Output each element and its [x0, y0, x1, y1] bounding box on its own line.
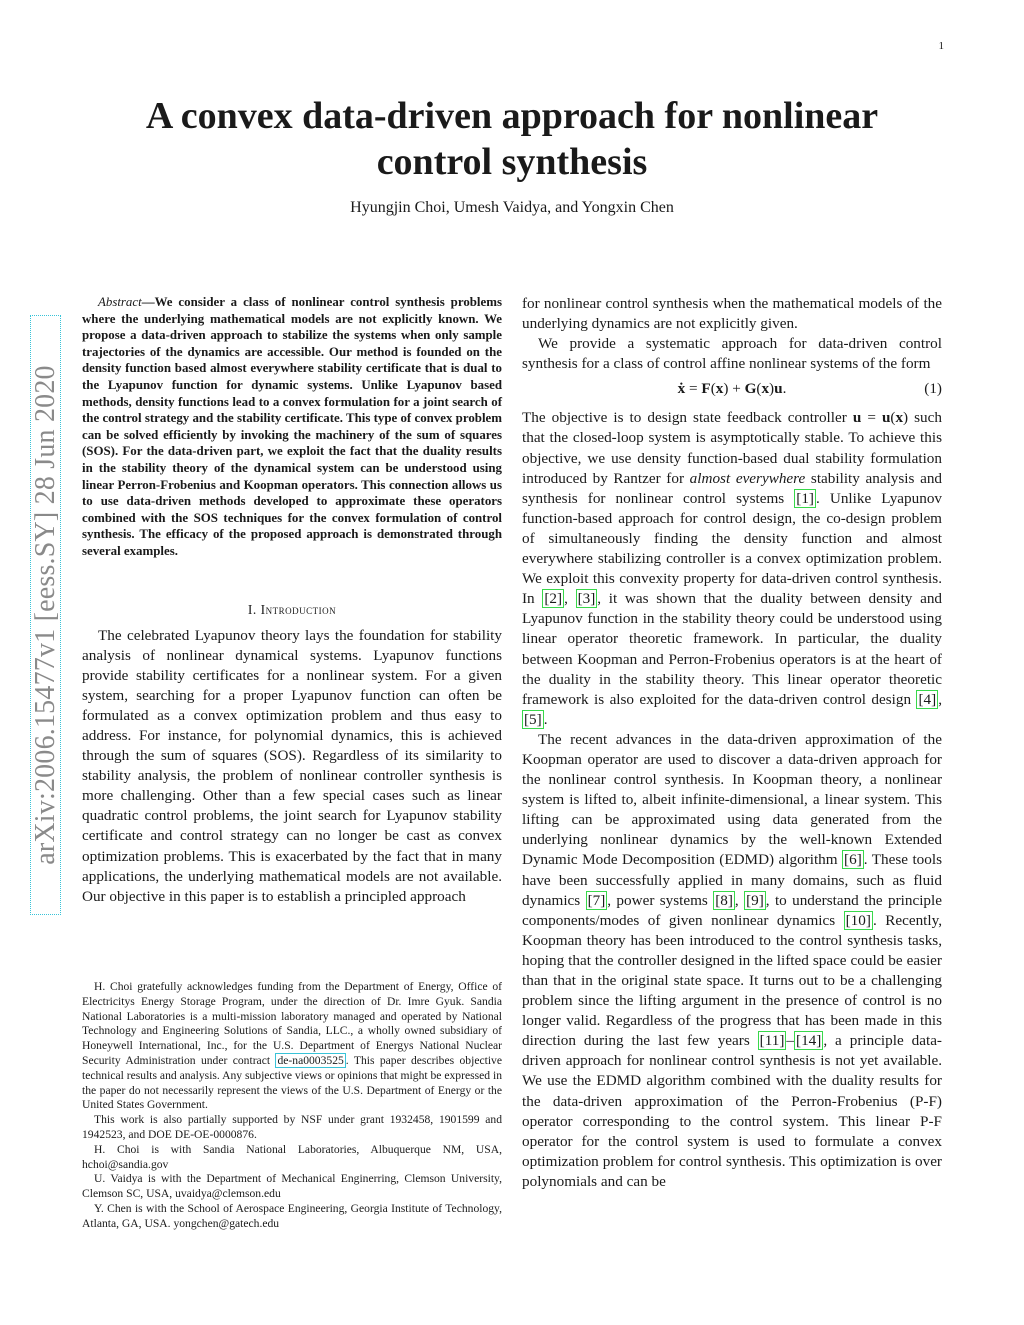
equation-math: ẋ = F(x) + G(x)u. — [677, 380, 787, 398]
p3-text-f: , a principle data-driven approach for nonlinear control synthesis is not yet available. We use the EDMD algorithm combined with the duality results for the data-driven approximation of the Perron-Frobenius (P-F) operator corresponding to the control system. This linear P-F operator for the control system is used to formulate a convex optimization problem for control synthesis. This optimization is over polynomials and can be — [522, 1032, 942, 1190]
citation-3[interactable]: [3] — [577, 590, 596, 608]
p3-text-d: , to understand the principle components/modes of given nonlinear dynamics — [522, 891, 942, 929]
p2-text-a: The objective is to design state feedback controller — [522, 409, 853, 427]
footnote-funding — [82, 980, 502, 1113]
paper-title — [0, 93, 1024, 185]
footnote-funding-text-a: H. Choi gratefully acknowledges funding from the Department of Energy, Office of Electricitys Energy Storage Program, under the direction of Dr. Imre Gyuk. Sandia National Laboratories is a multi-mission laboratory managed and operated by National Technology and Engineering Solutions of Sandia, LLC., a wholly owned subsidiary of Honeywell International, Inc., for the U.S. Department of Energys National Nuclear Security Administration under contract — [82, 980, 502, 1067]
footnote-vaidya: U. Vaidya is with the Department of Mechanical Enginerring, Clemson University, Clemson SC, USA, uvaidya@clemson.edu — [82, 1172, 502, 1201]
section-title: Introduction — [260, 601, 337, 617]
footnote-funding-text-b: . This paper describes objective technical results and analysis. Any subjective views or opinions that might be expressed in the paper do not necessarily represent the views of the U.S. Department of Energy or the United States Government. — [82, 1053, 502, 1112]
abstract — [82, 294, 502, 560]
citation-7[interactable]: [7] — [587, 891, 606, 909]
controller-symbol: u — [852, 409, 862, 427]
p2-emphasis: almost everywhere — [689, 469, 806, 487]
footnote-chen: Y. Chen is with the School of Aerospace Engineering, Georgia Institute of Technology, Atlanta, GA, USA. yongchen@gatech.edu — [82, 1201, 502, 1230]
equation-number: (1) — [924, 380, 942, 398]
p2-text-b: such that the closed-loop system is asymptotically stable. To achieve this objective, we use density function-based dual stability formulation introduced by Rantzer for — [522, 409, 942, 487]
footnotes — [82, 980, 502, 1232]
footnote-choi: H. Choi is with Sandia National Laboratories, Albuquerque NM, USA, hchoi@sandia.gov — [82, 1142, 502, 1171]
p2-text-c: stability analysis and synthesis for nonlinear control systems — [522, 469, 943, 507]
footnote-nsf: This work is also partially supported by NSF under grant 1932458, 1901599 and 1942523, and DOE DE-OE-0000876. — [82, 1113, 502, 1141]
contract-link[interactable]: de-na0003525 — [277, 1053, 344, 1067]
citation-4[interactable]: [4] — [918, 690, 937, 708]
abstract-text: —We consider a class of nonlinear control synthesis problems where the underlying mathematical models are not explicitly known. We propose a data-driven approach to stabilize the systems when only sample trajectories of the dynamics are accessible. Our method is founded on the density function based almost everywhere stability certificate that is dual to the Lyapunov function for dynamic systems. Unlike Lyapunov based methods, density functions lead to a convex formulation for a joint search of the control strategy and the stability certificate. This type of convex problem can be solved efficiently by invoking the machinery of the sum of squares (SOS). For the data-driven part, we exploit the fact that the duality results in the stability theory of the dynamical system can be understood using linear Perron-Frobenius and Koopman operators. This connection allows us to use data-driven methods developed to approximate these operators combined with the SOS techniques for the convex formulation of control synthesis. The efficacy of the proposed approach is demonstrated through several examples. — [82, 295, 502, 558]
right-column — [522, 294, 942, 1192]
p2-text-d: . Unlike Lyapunov function-based approach for control design, the co-design problem of simultaneously finding the density function and almost everywhere stabilizing controller is a convex optimization problem. We exploit this convexity property for data-driven control synthesis. In — [522, 489, 943, 608]
citation-14[interactable]: [14] — [796, 1032, 822, 1050]
citation-1[interactable]: [1] — [796, 489, 814, 507]
citation-8[interactable]: [8] — [715, 891, 733, 909]
equation-1 — [522, 376, 942, 402]
citation-6[interactable]: [6] — [844, 851, 862, 869]
right-paragraph-3: The recent advances in the data-driven approximation of the Koopman operator are used to discover a data-driven approach for the nonlinear control synthesis. In Koopman theory, a nonlinear system is lifted to, albeit infinite-dimensional, a linear system. This lifting can be approximated using data generated from the underlying nonlinear dynamics by the well-known Extended Dynamic Mode Decomposition (EDMD) algorithm [6] . These tools have been successfully applied in many domains, such as fluid dynamics [7] , power systems [8] , [9] , to understand the principle components/modes of given nonlinear dynamics [10] . Recently, Koopman theory has been introduced to the control synthesis tasks, hoping that the controller designed in the lifted space could be easier than that in the original state space. It turns out to be a challenging problem since the lifting argument in the presence of control is no longer valid. Regardless of the progress that has been made in this direction during the last few years [11] – [14] , a principle data-driven approach for nonlinear control synthesis is not yet available. We use the EDMD algorithm combined with the duality results for the data-driven approximation of the Perron-Frobenius (P-F) operator corresponding to the control system. This linear P-F operator for the control system is used to formulate a convex optimization problem for control synthesis. This optimization is over polynomials and can be — [522, 730, 943, 1190]
p3-text-b: . These tools have been successfully applied in many domains, such as fluid dynamics — [522, 851, 942, 909]
p2-text-e: , it was shown that the duality between density and Lyapunov function in the stability theory could be understood using linear operator theoretic framework. In particular, the duality between Koopman and Perron-Frobenius operators is at the heart of the duality in the stability theory. This linear operator theoretic framework is also exploited for the data-driven control design — [522, 590, 943, 708]
left-column — [82, 294, 502, 907]
p3-text-e: . Recently, Koopman theory has been introduced to the control synthesis tasks, hoping that the controller designed in the lifted space could be easier than that in the original state space. It turns out to be a challenging problem since the lifting argument in the presence of control is no longer valid. Regardless of the progress that has been made in this direction during the last few years — [522, 911, 943, 1050]
section-number: I. — [247, 601, 257, 617]
citation-11[interactable]: [11] — [759, 1032, 785, 1050]
abstract-label: Abstract — [98, 295, 142, 309]
citation-9[interactable]: [9] — [746, 891, 764, 909]
section-heading — [82, 602, 502, 618]
author-list: Hyungjin Choi, Umesh Vaidya, and Yongxin Chen — [350, 199, 674, 216]
right-paragraph-2: The objective is to design state feedback controller u = u(x) such that the closed-loop system is asymptotically stable. To achieve this objective, we use density function-based dual stability formulation introduced by Rantzer for almost everywhere stability analysis and synthesis for nonlinear control systems [1] . Unlike Lyapunov function-based approach for control design, the co-design problem of simultaneously finding the density function and almost everywhere stabilizing controller is a convex optimization problem. We exploit this convexity property for data-driven control synthesis. In [2] , [3] , it was shown that the duality between density and Lyapunov function in the stability theory could be understood using linear operator theoretic framework. In particular, the duality between Koopman and Perron-Frobenius operators is at the heart of the duality in the stability theory. This linear operator theoretic framework is also exploited for the data-driven control design [4] , [5] . — [522, 409, 943, 728]
title-line-2: control synthesis — [376, 141, 648, 183]
p3-text-a: The recent advances in the data-driven approximation of the Koopman operator are used to discover a data-driven approach for the nonlinear control synthesis. In Koopman theory, a nonlinear system is lifted to, albeit infinite-dimensional, a linear system. This lifting can be approximated using data generated from the underlying nonlinear dynamics by the well-known Extended Dynamic Mode Decomposition (EDMD) algorithm — [522, 730, 942, 869]
right-paragraph-0: for nonlinear control synthesis when the mathematical models of the underlying dynamics are not explicitly given. — [522, 295, 942, 333]
p3-text-c: , power systems — [607, 891, 714, 909]
citation-10[interactable]: [10] — [845, 911, 871, 929]
citation-2[interactable]: [2] — [544, 590, 563, 608]
arxiv-stamp-text: arXiv:2006.15477v1 [eess.SY] 28 Jun 2020 — [29, 365, 61, 865]
arxiv-stamp-link[interactable] — [30, 315, 61, 915]
page-number: 1 — [938, 40, 944, 52]
citation-5[interactable]: [5] — [524, 710, 542, 728]
right-paragraph-1: We provide a systematic approach for data-driven control synthesis for a class of control affine nonlinear systems of the form — [522, 335, 942, 373]
intro-paragraph: The celebrated Lyapunov theory lays the foundation for stability analysis of nonlinear dynamical systems. Lyapunov functions provide stability certificates for a nonlinear system. For a given system, searching for a proper Lyapunov function can often be formulated as a convex optimization problem and thus easy to address. For instance, for polynomial dynamics, this is achieved through the sum of squares (SOS). Regardless of its similarity to stability analysis, the problem of nonlinear controller synthesis is more challenging. Other than a few special cases such as linear quadratic control problems, the joint search for Lyapunov stability certificate and control strategy can no longer be cast as convex optimization problems. This is exacerbated by the fact that in many applications, the underlying mathematical models are not available. Our objective in this paper is to establish a principled approach — [82, 626, 502, 905]
title-line-1: A convex data-driven approach for nonlinear — [145, 95, 879, 137]
